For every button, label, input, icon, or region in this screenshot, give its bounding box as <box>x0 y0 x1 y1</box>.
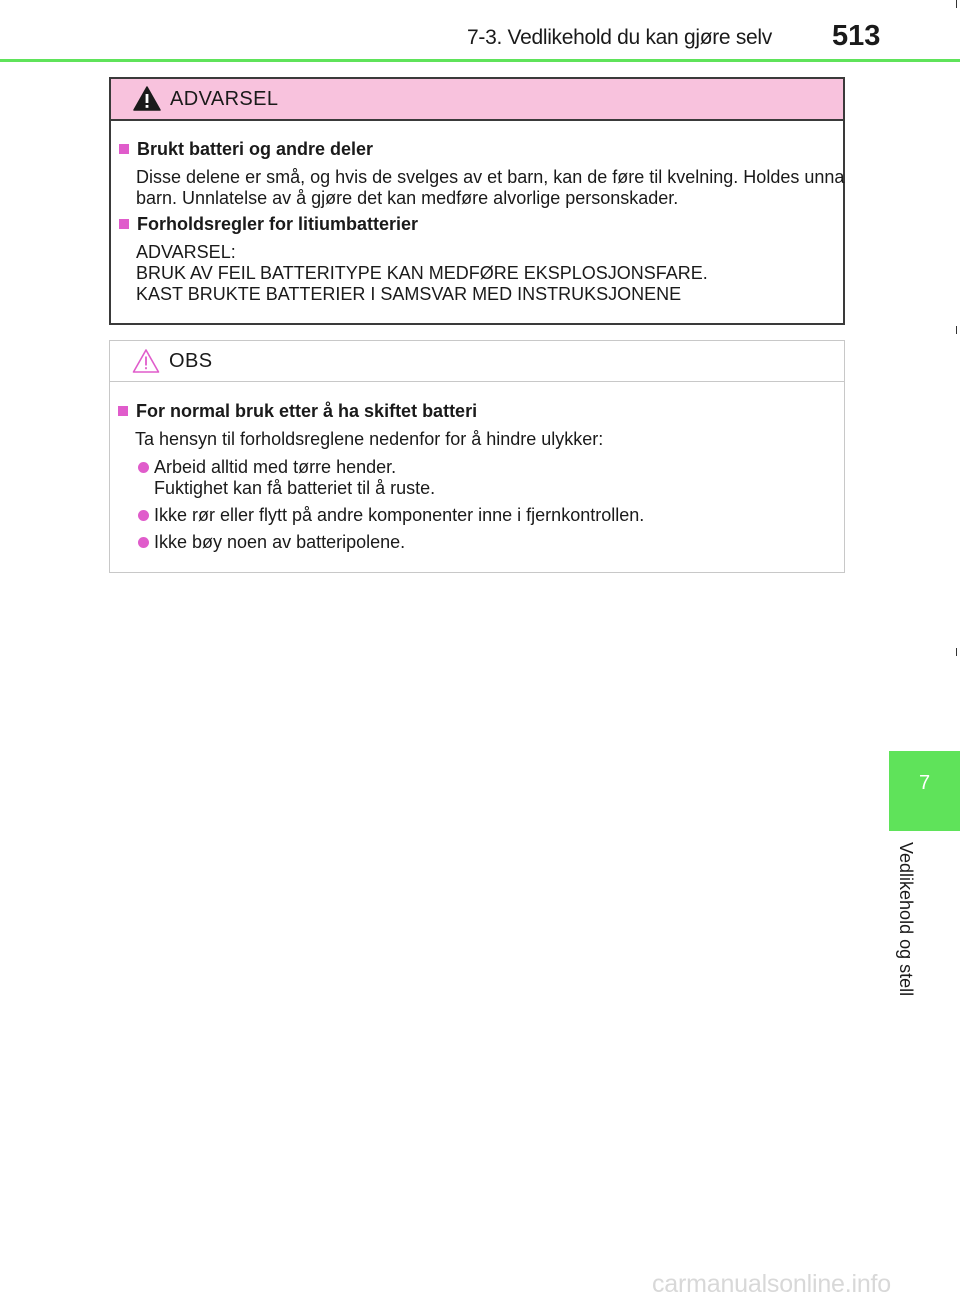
pink-square-bullet-icon <box>119 144 129 154</box>
pink-square-bullet-icon <box>118 406 128 416</box>
page-edge-tick <box>956 326 957 334</box>
warning-item-text: Disse delene er små, og hvis de svelges av et barn, kan de føre til kvelning. Holdes unna barn. Unnlatelse av å gjøre det kan medføre alvorlige personskader. <box>136 167 845 208</box>
notice-box-label: OBS <box>169 350 213 372</box>
header-divider <box>0 59 960 62</box>
page-edge-tick <box>956 0 957 8</box>
notice-box-header <box>110 341 844 382</box>
warning-box-header <box>111 79 843 121</box>
chapter-tab <box>889 751 960 831</box>
warning-box-label: ADVARSEL <box>170 88 279 110</box>
notice-item-title: For normal bruk etter å ha skiftet batteri <box>118 401 477 422</box>
warning-item-title: Brukt batteri og andre deler <box>119 139 373 160</box>
caution-triangle-outline-icon <box>132 348 160 374</box>
notice-intro: Ta hensyn til forholdsreglene nedenfor for å hindre ulykker: <box>135 429 604 449</box>
warning-item-title: Forholdsregler for litiumbatterier <box>119 214 418 235</box>
pink-dot-bullet-icon <box>138 510 149 521</box>
chapter-number: 7 <box>918 772 931 794</box>
pink-dot-bullet-icon <box>138 537 149 548</box>
notice-box: OBS For normal bruk etter å ha skiftet batteri Ta hensyn til forholdsreglene nedenfor for å hindre ulykker: Arbeid alltid med tørre hender. Fuktighet kan få batteriet til å ruste. Ikke rør eller flytt på andre komponenter inne i fjernkontrollen. Ikke bøy noen av batteripolene. <box>109 340 845 573</box>
chapter-label: Vedlikehold og stell <box>896 842 916 997</box>
warning-item-text: ADVARSEL: BRUK AV FEIL BATTERITYPE KAN MEDFØRE EKSPLOSJONSFARE. KAST BRUKTE BATTERIER I SAMSVAR MED INSTRUKSJONENE <box>136 242 708 304</box>
page-number: 513 <box>832 20 881 52</box>
pink-square-bullet-icon <box>119 219 129 229</box>
page-edge-tick <box>956 648 957 656</box>
warning-box <box>109 77 845 325</box>
warning-triangle-icon <box>133 86 161 112</box>
footer-watermark: carmanualsonline.info <box>652 1270 892 1298</box>
pink-dot-bullet-icon <box>138 462 149 473</box>
section-title: 7-3. Vedlikehold du kan gjøre selv <box>467 26 772 49</box>
